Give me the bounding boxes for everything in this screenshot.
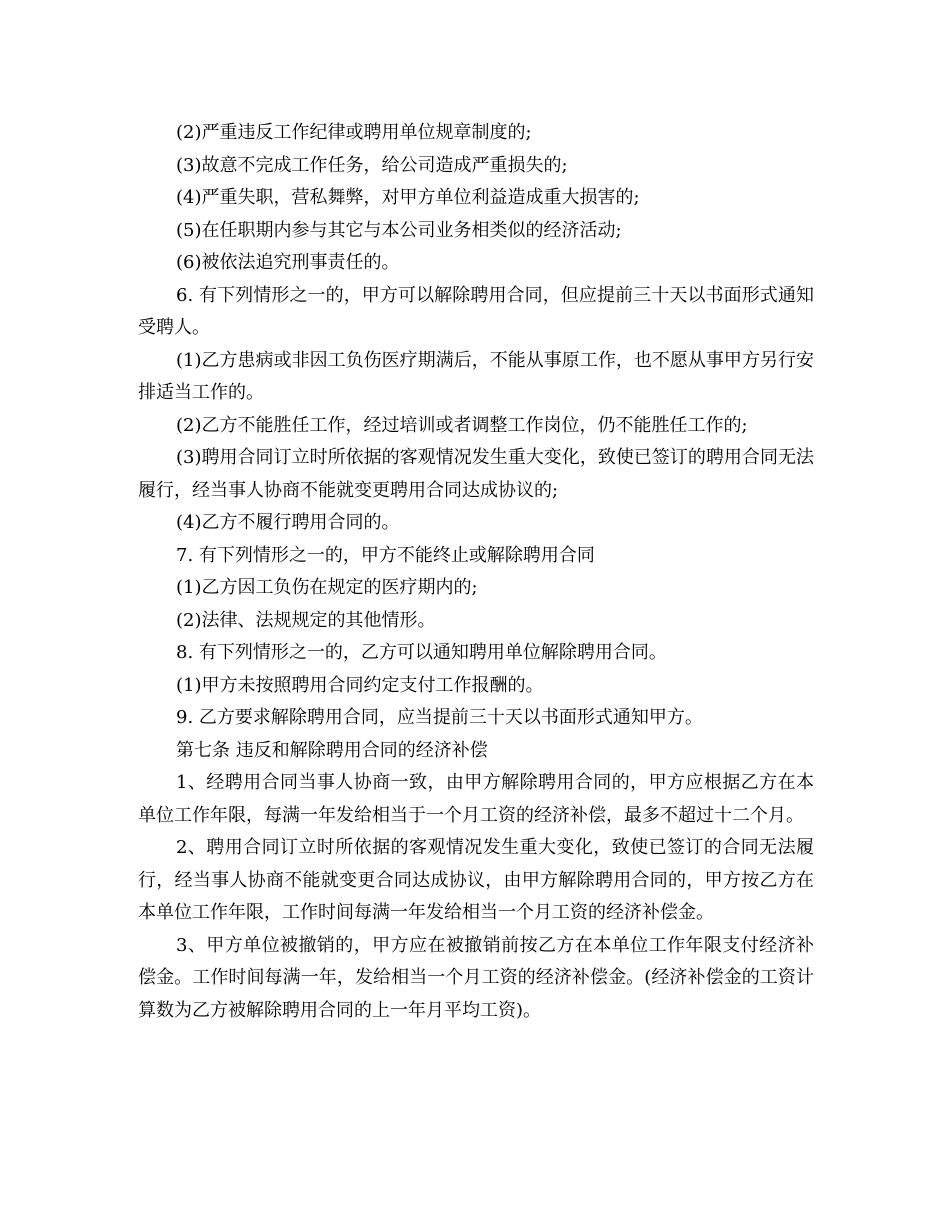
- clause-item: (2)严重违反工作纪律或聘用单位规章制度的;: [176, 122, 532, 143]
- article-heading: 第七条 违反和解除聘用合同的经济补偿: [176, 739, 488, 761]
- clause-item: (2)乙方不能胜任工作，经过培训或者调整工作岗位，仍不能胜任工作的;: [176, 414, 748, 436]
- clause-paragraph: 7. 有下列情形之一的，甲方不能终止或解除聘用合同: [176, 544, 595, 566]
- clause-item: (5)在任职期内参与其它与本公司业务相类似的经济活动;: [176, 219, 622, 241]
- clause-paragraph: 6. 有下列情形之一的，甲方可以解除聘用合同，但应提前三十天以书面形式通知受聘人。: [138, 284, 814, 338]
- clause-paragraph: 1、经聘用合同当事人协商一致，由甲方解除聘用合同的，甲方应根据乙方在本单位工作年限，每满一年发给相当于一个月工资的经济补偿，最多不超过十二个月。: [138, 772, 814, 826]
- clause-item: (3)聘用合同订立时所依据的客观情况发生重大变化，致使已签订的聘用合同无法履行，经当事人协商不能就变更聘用合同达成协议的;: [138, 447, 814, 501]
- clause-paragraph: 9. 乙方要求解除聘用合同，应当提前三十天以书面形式通知甲方。: [176, 707, 703, 728]
- clause-paragraph: 8. 有下列情形之一的，乙方可以通知聘用单位解除聘用合同。: [176, 642, 667, 663]
- clause-paragraph: 2、聘用合同订立时所依据的客观情况发生重大变化，致使已签订的合同无法履行，经当事人协商不能就变更合同达成协议，由甲方解除聘用合同的，甲方按乙方在本单位工作年限，工作时间每满一年发给相当一个月工资的经济补偿金。: [138, 837, 814, 923]
- clause-item: (2)法律、法规规定的其他情形。: [176, 609, 436, 631]
- clause-paragraph: 3、甲方单位被撤销的，甲方应在被撤销前按乙方在本单位工作年限支付经济补偿金。工作时间每满一年，发给相当一个月工资的经济补偿金。(经济补偿金的工资计算数为乙方被解除聘用合同的上一年月平均工资)。: [138, 934, 814, 1021]
- clause-item: (1)乙方因工负伤在规定的医疗期内的;: [176, 577, 478, 598]
- clause-item: (4)乙方不履行聘用合同的。: [176, 512, 400, 533]
- clause-item: (6)被依法追究刑事责任的。: [176, 252, 400, 273]
- clause-item: (1)乙方患病或非因工负伤医疗期满后，不能从事原工作，也不愿从事甲方另行安排适当工作的。: [138, 349, 814, 403]
- clause-item: (1)甲方未按照聘用合同约定支付工作报酬的。: [176, 674, 544, 696]
- clause-item: (3)故意不完成工作任务，给公司造成严重损失的;: [176, 154, 568, 176]
- document-body: [138, 117, 814, 1027]
- clause-item: (4)严重失职，营私舞弊，对甲方单位利益造成重大损害的;: [176, 187, 640, 208]
